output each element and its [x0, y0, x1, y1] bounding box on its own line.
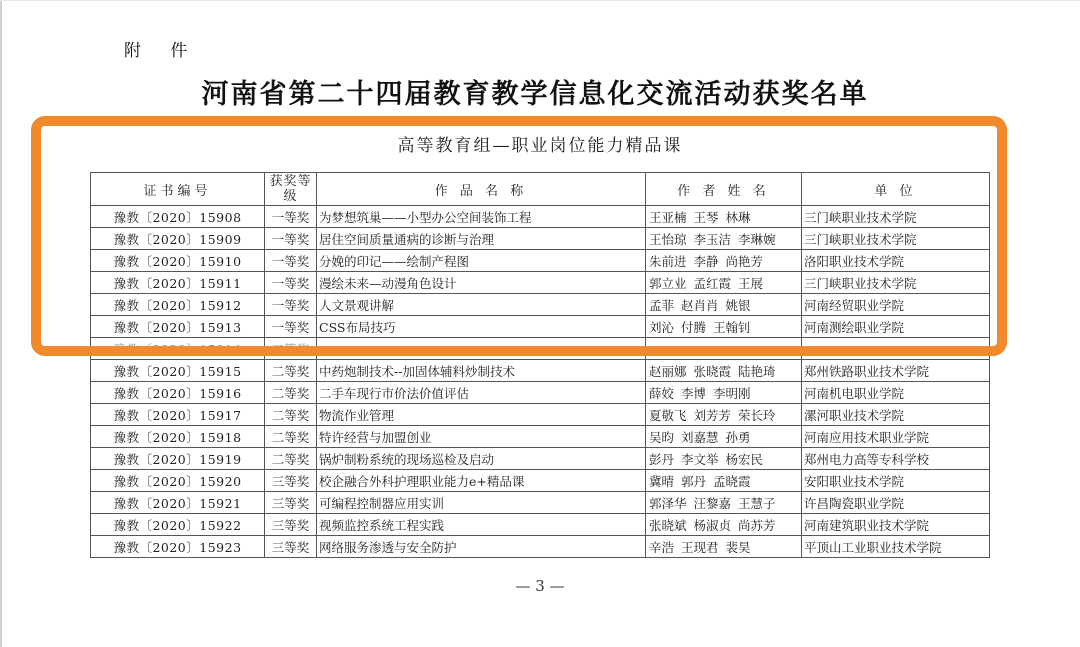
table-row	[91, 360, 990, 382]
cell-level: 一等奖	[265, 250, 317, 272]
cell-work: 校企融合外科护理职业能力e+精品课	[317, 470, 646, 492]
cell-level: 二等奖	[265, 404, 317, 426]
cell-unit: 洛阳职业技术学院	[802, 250, 990, 272]
page-number: — 3 —	[515, 577, 565, 595]
cell-unit: 平顶山工业职业技术学院	[802, 536, 990, 558]
table-row	[91, 272, 990, 294]
column-header-cert: 证书编号	[91, 173, 265, 206]
cell-work: 漫绘未来—动漫角色设计	[317, 272, 646, 294]
cell-level: 一等奖	[265, 294, 317, 316]
cell-level: 二等奖	[265, 360, 317, 382]
cell-level: 二等奖	[265, 382, 317, 404]
table-row	[91, 250, 990, 272]
cell-unit: 河南应用技术职业学院	[802, 426, 990, 448]
cell-cert: 豫教〔2020〕15917	[91, 404, 265, 426]
cell-cert: 豫教〔2020〕15909	[91, 228, 265, 250]
cell-cert: 豫教〔2020〕15915	[91, 360, 265, 382]
cell-unit: 三门峡职业技术学院	[802, 206, 990, 228]
cell-authors	[646, 338, 802, 360]
cell-authors: 王怡琼 李玉洁 李琳婉	[646, 228, 802, 250]
table-row	[91, 316, 990, 338]
cell-work: 为梦想筑巢——小型办公空间装饰工程	[317, 206, 646, 228]
table-row	[91, 536, 990, 558]
cell-work: 特许经营与加盟创业	[317, 426, 646, 448]
cell-cert: 豫教〔2020〕15908	[91, 206, 265, 228]
cell-cert: 豫教〔2020〕15914	[91, 338, 265, 360]
cell-authors: 张晓斌 杨淑贞 尚苏芳	[646, 514, 802, 536]
cell-cert: 豫教〔2020〕15923	[91, 536, 265, 558]
cell-unit: 漯河职业技术学院	[802, 404, 990, 426]
table-row	[91, 206, 990, 228]
cell-cert: 豫教〔2020〕15912	[91, 294, 265, 316]
cell-authors: 夏敬飞 刘芳芳 荣长玲	[646, 404, 802, 426]
cell-level: 一等奖	[265, 206, 317, 228]
cell-level: 一等奖	[265, 316, 317, 338]
cell-work	[317, 338, 646, 360]
cell-work: 二手车现行市价法价值评估	[317, 382, 646, 404]
cell-level: 三等奖	[265, 470, 317, 492]
cell-cert: 豫教〔2020〕15919	[91, 448, 265, 470]
table-row	[91, 470, 990, 492]
cell-unit: 安阳职业技术学院	[802, 470, 990, 492]
cell-unit: 河南机电职业学院	[802, 382, 990, 404]
column-header-unit: 单 位	[802, 173, 990, 206]
cell-work: 视频监控系统工程实践	[317, 514, 646, 536]
cell-cert: 豫教〔2020〕15918	[91, 426, 265, 448]
cell-cert: 豫教〔2020〕15922	[91, 514, 265, 536]
table-row	[91, 448, 990, 470]
cell-unit: 三门峡职业技术学院	[802, 228, 990, 250]
cell-level: 一等奖	[265, 272, 317, 294]
cell-unit: 郑州铁路职业技术学院	[802, 360, 990, 382]
table-row	[91, 426, 990, 448]
document-title: 河南省第二十四届教育教学信息化交流活动获奖名单	[201, 79, 869, 110]
awards-table	[90, 172, 990, 558]
cell-work: 可编程控制器应用实训	[317, 492, 646, 514]
cell-level: 三等奖	[265, 536, 317, 558]
cell-authors: 辛浩 王现君 裴昊	[646, 536, 802, 558]
table-header-row	[91, 173, 990, 206]
cell-unit	[802, 338, 990, 360]
table-row	[91, 492, 990, 514]
cell-work: 锅炉制粉系统的现场巡检及启动	[317, 448, 646, 470]
page-edge-top	[0, 0, 1080, 1]
column-header-authors: 作 者 姓 名	[646, 173, 802, 206]
cell-authors: 郭立业 孟红霞 王展	[646, 272, 802, 294]
cell-authors: 朱前进 李静 尚艳芳	[646, 250, 802, 272]
cell-unit: 许昌陶瓷职业学院	[802, 492, 990, 514]
cell-level: 三等奖	[265, 492, 317, 514]
cell-level: 二等奖	[265, 338, 317, 360]
cell-authors: 王亚楠 王琴 林琳	[646, 206, 802, 228]
cell-authors: 吴昀 刘嘉慧 孙勇	[646, 426, 802, 448]
cell-cert: 豫教〔2020〕15916	[91, 382, 265, 404]
cell-unit: 郑州电力高等专科学校	[802, 448, 990, 470]
cell-unit: 河南建筑职业技术学院	[802, 514, 990, 536]
cell-unit: 河南测绘职业学院	[802, 316, 990, 338]
cell-level: 一等奖	[265, 228, 317, 250]
cell-work: CSS布局技巧	[317, 316, 646, 338]
table-row	[91, 294, 990, 316]
group-title: 高等教育组—职业岗位能力精品课	[397, 136, 683, 156]
table-row	[91, 514, 990, 536]
cell-unit: 河南经贸职业学院	[802, 294, 990, 316]
cell-cert: 豫教〔2020〕15913	[91, 316, 265, 338]
cell-authors: 薛姣 李博 李明刚	[646, 382, 802, 404]
cell-authors: 孟菲 赵肖肖 姚银	[646, 294, 802, 316]
cell-work: 中药炮制技术--加固体辅料炒制技术	[317, 360, 646, 382]
cell-cert: 豫教〔2020〕15920	[91, 470, 265, 492]
cell-work: 人文景观讲解	[317, 294, 646, 316]
cell-authors: 冀晴 郭丹 孟晓霞	[646, 470, 802, 492]
cell-level: 二等奖	[265, 426, 317, 448]
cell-work: 分娩的印记——绘制产程图	[317, 250, 646, 272]
cell-level: 二等奖	[265, 448, 317, 470]
cell-cert: 豫教〔2020〕15911	[91, 272, 265, 294]
cell-cert: 豫教〔2020〕15910	[91, 250, 265, 272]
cell-unit: 三门峡职业技术学院	[802, 272, 990, 294]
table-row	[91, 382, 990, 404]
cell-authors: 彭丹 李文举 杨宏民	[646, 448, 802, 470]
column-header-level: 获奖等级	[265, 173, 317, 206]
cell-authors: 郭泽华 汪黎嘉 王慧子	[646, 492, 802, 514]
column-header-work: 作 品 名 称	[317, 173, 646, 206]
attachment-label: 附 件	[124, 41, 200, 61]
cell-work: 物流作业管理	[317, 404, 646, 426]
cell-work: 网络服务渗透与安全防护	[317, 536, 646, 558]
cell-cert: 豫教〔2020〕15921	[91, 492, 265, 514]
cell-work: 居住空间质量通病的诊断与治理	[317, 228, 646, 250]
cell-level: 三等奖	[265, 514, 317, 536]
cell-authors: 刘沁 付腾 王翰钊	[646, 316, 802, 338]
table-row	[91, 404, 990, 426]
table-row	[91, 228, 990, 250]
table-row	[91, 338, 990, 360]
cell-authors: 赵丽娜 张晓霞 陆艳琦	[646, 360, 802, 382]
